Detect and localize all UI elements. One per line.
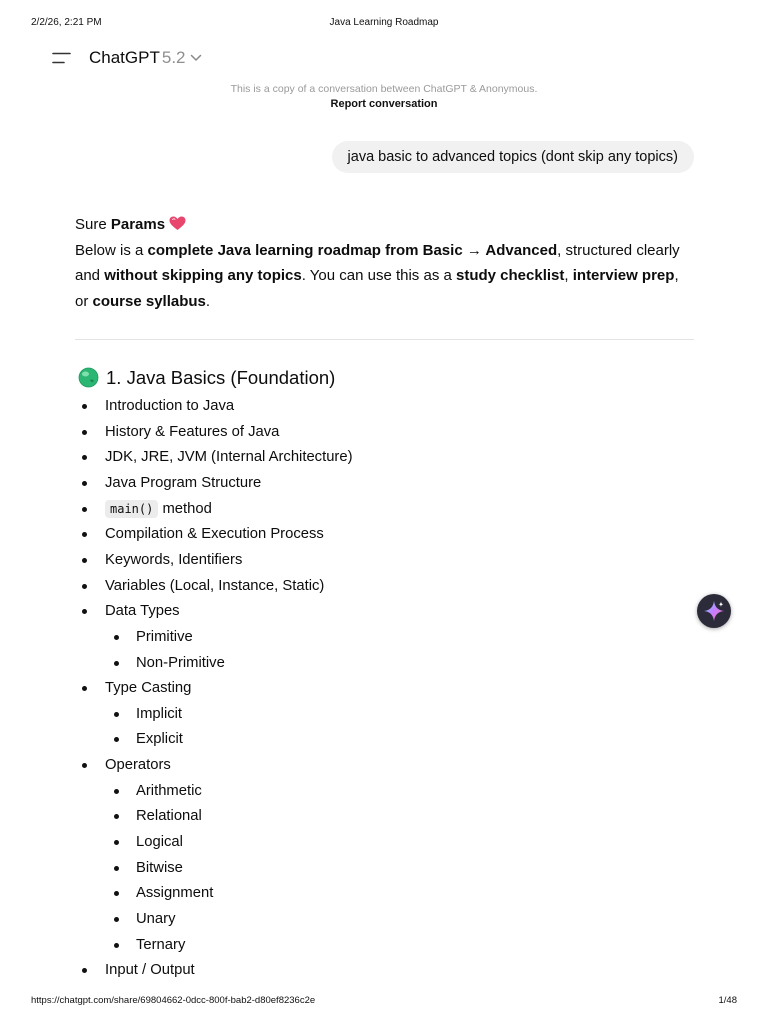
intro-text: , or bbox=[75, 267, 679, 310]
bullet bbox=[114, 789, 119, 794]
intro-text: . You can use this as a bbox=[301, 267, 456, 284]
intro-text: . bbox=[205, 292, 211, 310]
sparkle-icon bbox=[702, 599, 726, 623]
list-item-text: Type Casting bbox=[105, 680, 192, 696]
heart-icon bbox=[169, 216, 186, 231]
user-message: java basic to advanced topics (dont skip any topics) bbox=[332, 141, 694, 173]
list-item-text: Implicit bbox=[136, 706, 183, 722]
intro-text: Below is a bbox=[75, 241, 148, 259]
bullet bbox=[114, 943, 119, 948]
inline-code: main() bbox=[105, 500, 158, 518]
list-item-suffix: method bbox=[158, 501, 212, 517]
bullet bbox=[114, 712, 119, 717]
greeting-name: Params bbox=[110, 216, 166, 233]
print-header bbox=[0, 17, 768, 31]
list-item-text: Bitwise bbox=[136, 860, 183, 876]
list-item-text: History & Features of Java bbox=[105, 424, 280, 440]
list-item-text bbox=[105, 497, 212, 522]
bullet bbox=[82, 584, 87, 589]
list-item-text: Keywords, Identifiers bbox=[105, 552, 243, 568]
bullet bbox=[114, 866, 119, 871]
list-item-text: Variables (Local, Instance, Static) bbox=[105, 578, 325, 594]
intro-text: , bbox=[564, 267, 573, 284]
greeting bbox=[75, 212, 695, 238]
list-item-text: JDK, JRE, JVM (Internal Architecture) bbox=[105, 449, 353, 465]
intro-text: , structured clearly and bbox=[75, 241, 680, 284]
intro-bold-text: without skipping any topics bbox=[104, 267, 302, 284]
list-item-text: Relational bbox=[136, 808, 202, 824]
divider bbox=[75, 339, 694, 340]
model-selector[interactable] bbox=[89, 48, 202, 68]
bullet bbox=[82, 609, 87, 614]
bullet bbox=[82, 532, 87, 537]
list-item-text: Arithmetic bbox=[136, 783, 202, 799]
intro-bold-text: complete Java learning roadmap from Basic → Advanced bbox=[147, 241, 558, 259]
intro-bold-text: interview prep bbox=[572, 267, 675, 284]
print-date: 2/2/26, 2:21 PM bbox=[31, 17, 102, 28]
assistant-answer bbox=[75, 212, 695, 314]
bullet bbox=[114, 840, 119, 845]
bullet bbox=[114, 635, 119, 640]
list-item-text: Ternary bbox=[136, 937, 186, 953]
bullet bbox=[82, 455, 87, 460]
bullet bbox=[82, 481, 87, 486]
chevron-down-icon bbox=[190, 54, 202, 62]
report-conversation-link[interactable]: Report conversation bbox=[330, 98, 438, 110]
share-note: This is a copy of a conversation between ChatGPT & Anonymous. bbox=[230, 83, 538, 95]
list-item-text: Primitive bbox=[136, 629, 193, 645]
list-item-text: Explicit bbox=[136, 731, 183, 747]
list-item-text: Input / Output bbox=[105, 962, 195, 978]
print-title: Java Learning Roadmap bbox=[329, 17, 439, 28]
list-item-text: Operators bbox=[105, 757, 171, 773]
list-item-text: Logical bbox=[136, 834, 183, 850]
list-item-text: Data Types bbox=[105, 603, 180, 619]
intro-paragraph bbox=[75, 238, 695, 315]
intro-bold-text: course syllabus bbox=[92, 292, 206, 310]
bullet bbox=[82, 763, 87, 768]
green-circle-icon bbox=[78, 367, 99, 388]
bullet bbox=[114, 661, 119, 666]
menu-icon[interactable] bbox=[52, 52, 71, 64]
list-item-text: Unary bbox=[136, 911, 176, 927]
list-item-text: Compilation & Execution Process bbox=[105, 526, 324, 542]
ai-assistant-button[interactable] bbox=[697, 594, 731, 628]
bullet bbox=[82, 686, 87, 691]
model-version: 5.2 bbox=[161, 48, 186, 67]
list-item-text: Assignment bbox=[136, 885, 214, 901]
bullet bbox=[114, 891, 119, 896]
bullet bbox=[114, 814, 119, 819]
bullet bbox=[82, 558, 87, 563]
print-footer bbox=[0, 995, 768, 1009]
bullet bbox=[82, 507, 87, 512]
print-page-number: 1/48 bbox=[718, 995, 737, 1006]
section-heading bbox=[78, 364, 335, 392]
report-conversation-row bbox=[0, 98, 768, 110]
intro-bold-text: study checklist bbox=[456, 267, 565, 284]
section-title: 1. Java Basics (Foundation) bbox=[106, 367, 336, 388]
app-name: ChatGPT bbox=[89, 48, 160, 67]
bullet bbox=[114, 737, 119, 742]
greeting-prefix: Sure bbox=[75, 216, 111, 233]
print-url: https://chatgpt.com/share/69804662-0dcc-800f-bab2-d80ef8236c2e bbox=[31, 995, 316, 1006]
list-item-text: Introduction to Java bbox=[105, 398, 235, 414]
bullet bbox=[114, 917, 119, 922]
list-item-text: Non-Primitive bbox=[136, 655, 225, 671]
bullet bbox=[82, 404, 87, 409]
list-item-text: Java Program Structure bbox=[105, 475, 262, 491]
bullet bbox=[82, 968, 87, 973]
bullet bbox=[82, 430, 87, 435]
